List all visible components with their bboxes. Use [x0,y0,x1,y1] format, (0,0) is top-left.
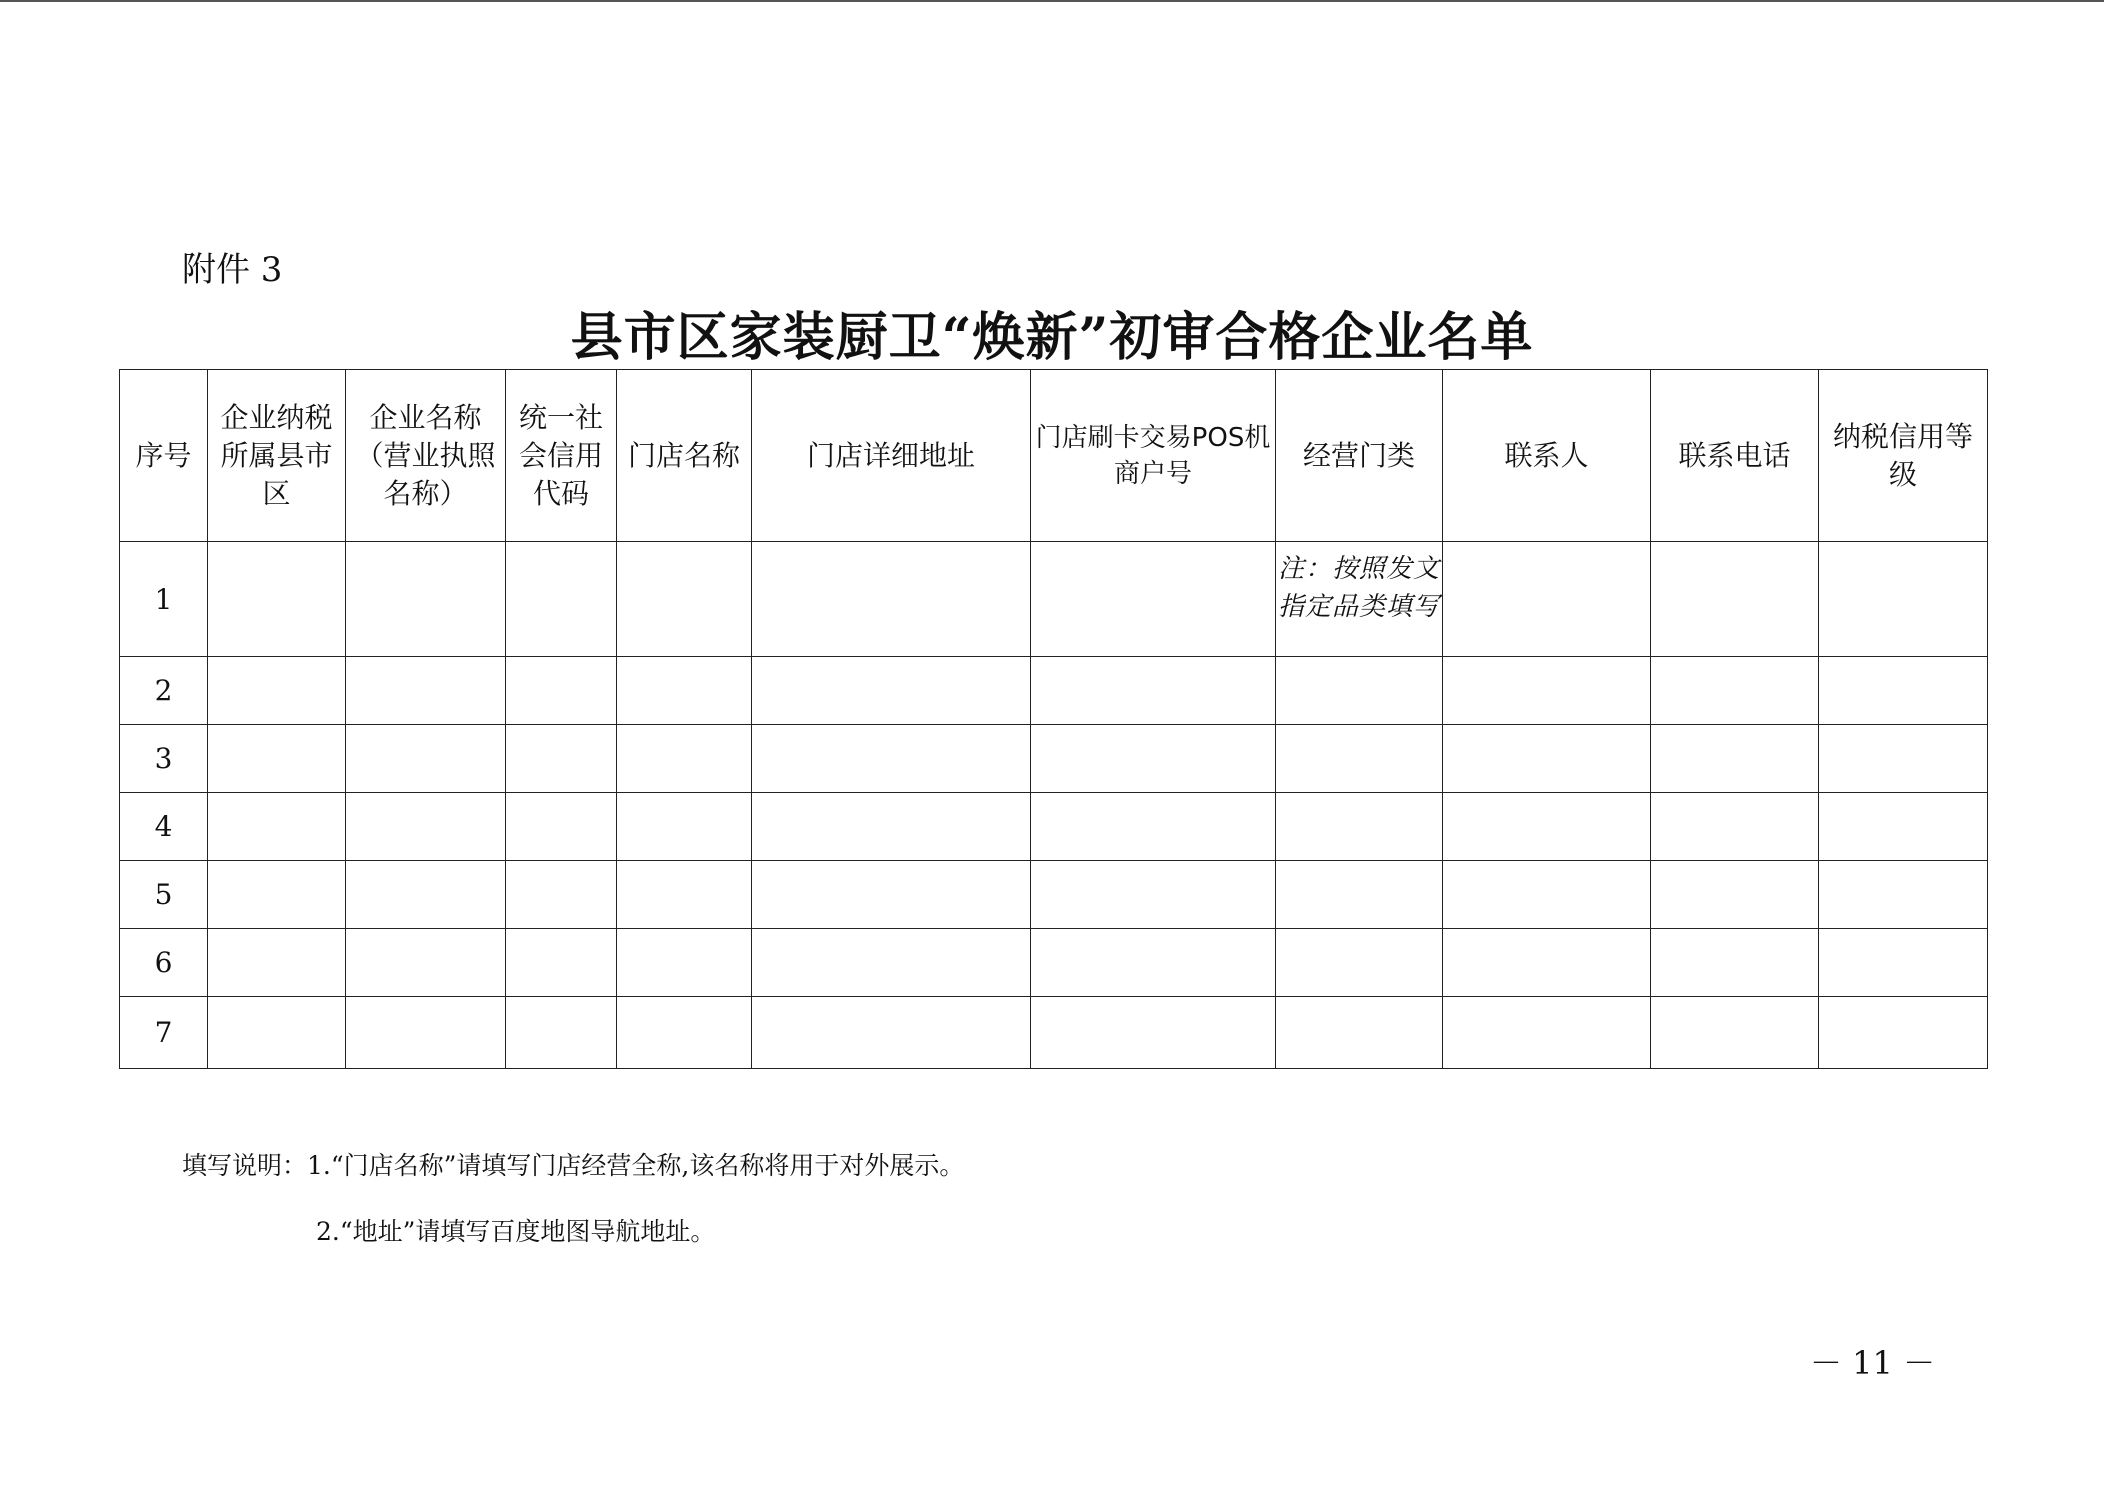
header-credit-code: 统一社会信用代码 [506,370,617,542]
cell-company-name[interactable] [346,725,506,793]
cell-tax-credit-level[interactable] [1819,542,1988,657]
filling-instructions [182,1146,965,1246]
cell-credit-code[interactable] [506,657,617,725]
row-index: 6 [120,929,208,997]
cell-store-address[interactable] [752,725,1031,793]
cell-credit-code[interactable] [506,861,617,929]
cell-company-name[interactable] [346,929,506,997]
header-pos-merchant-number: 门店刷卡交易POS机商户号 [1031,370,1276,542]
cell-contact-person[interactable] [1443,929,1651,997]
cell-tax-district[interactable] [208,542,346,657]
row-index: 4 [120,793,208,861]
cell-business-category[interactable] [1276,725,1443,793]
cell-business-category[interactable] [1276,997,1443,1069]
cell-contact-phone[interactable] [1651,725,1819,793]
cell-contact-person[interactable] [1443,793,1651,861]
cell-tax-district[interactable] [208,861,346,929]
instruction-item-1: 1.“门店名称”请填写门店经营全称,该名称将用于对外展示。 [307,1151,965,1180]
cell-store-address[interactable] [752,861,1031,929]
cell-store-name[interactable] [617,542,752,657]
table-row [120,657,1988,725]
header-business-category: 经营门类 [1276,370,1443,542]
cell-contact-person[interactable] [1443,861,1651,929]
top-border-line [0,0,2104,2]
header-store-address: 门店详细地址 [752,370,1031,542]
cell-store-address[interactable] [752,542,1031,657]
cell-business-category[interactable] [1276,542,1443,657]
cell-store-address[interactable] [752,929,1031,997]
table-row [120,861,1988,929]
cell-contact-phone[interactable] [1651,542,1819,657]
cell-company-name[interactable] [346,997,506,1069]
document-title: 县市区家装厨卫“焕新”初审合格企业名单 [570,307,1534,368]
row-index: 3 [120,725,208,793]
cell-store-address[interactable] [752,793,1031,861]
cell-business-category[interactable] [1276,657,1443,725]
header-company-name: 企业名称（营业执照名称） [346,370,506,542]
cell-tax-credit-level[interactable] [1819,929,1988,997]
header-store-name: 门店名称 [617,370,752,542]
header-index: 序号 [120,370,208,542]
row-index: 5 [120,861,208,929]
cell-contact-phone[interactable] [1651,793,1819,861]
cell-company-name[interactable] [346,861,506,929]
cell-store-name[interactable] [617,657,752,725]
cell-store-name[interactable] [617,725,752,793]
instruction-line-1 [182,1146,964,1186]
cell-company-name[interactable] [346,793,506,861]
row-index: 2 [120,657,208,725]
cell-pos-merchant-number[interactable] [1031,542,1276,657]
cell-business-category[interactable] [1276,861,1443,929]
cell-pos-merchant-number[interactable] [1031,657,1276,725]
cell-credit-code[interactable] [506,725,617,793]
category-note: 注：按照发文指定品类填写 [1278,554,1441,622]
attachment-label: 附件 3 [182,250,283,290]
cell-contact-person[interactable] [1443,657,1651,725]
cell-company-name[interactable] [346,657,506,725]
cell-tax-district[interactable] [208,997,346,1069]
cell-store-address[interactable] [752,657,1031,725]
cell-tax-district[interactable] [208,793,346,861]
cell-contact-person[interactable] [1443,542,1651,657]
cell-store-name[interactable] [617,861,752,929]
page-number: － 11 － [1810,1344,1936,1382]
cell-tax-district[interactable] [208,657,346,725]
cell-contact-person[interactable] [1443,997,1651,1069]
cell-store-address[interactable] [752,997,1031,1069]
cell-contact-phone[interactable] [1651,657,1819,725]
instructions-label: 填写说明： [182,1151,308,1180]
table-row [120,542,1988,657]
cell-tax-credit-level[interactable] [1819,997,1988,1069]
cell-pos-merchant-number[interactable] [1031,725,1276,793]
cell-business-category[interactable] [1276,793,1443,861]
cell-contact-person[interactable] [1443,725,1651,793]
table-header-row [120,370,1988,542]
cell-business-category[interactable] [1276,929,1443,997]
cell-tax-credit-level[interactable] [1819,657,1988,725]
instruction-item-2: 2.“地址”请填写百度地图导航地址。 [316,1217,716,1246]
header-tax-credit-level: 纳税信用等级 [1819,370,1988,542]
cell-credit-code[interactable] [506,542,617,657]
cell-contact-phone[interactable] [1651,861,1819,929]
cell-contact-phone[interactable] [1651,997,1819,1069]
cell-company-name[interactable] [346,542,506,657]
cell-credit-code[interactable] [506,793,617,861]
row-index: 7 [120,997,208,1069]
cell-tax-credit-level[interactable] [1819,725,1988,793]
cell-tax-credit-level[interactable] [1819,793,1988,861]
cell-tax-credit-level[interactable] [1819,861,1988,929]
cell-credit-code[interactable] [506,929,617,997]
cell-pos-merchant-number[interactable] [1031,793,1276,861]
header-contact-phone: 联系电话 [1651,370,1819,542]
table-row [120,725,1988,793]
cell-tax-district[interactable] [208,929,346,997]
table-row [120,929,1988,997]
cell-store-name[interactable] [617,997,752,1069]
cell-pos-merchant-number[interactable] [1031,929,1276,997]
enterprise-list-table [119,369,1988,1069]
cell-pos-merchant-number[interactable] [1031,997,1276,1069]
cell-store-name[interactable] [617,793,752,861]
cell-store-name[interactable] [617,929,752,997]
header-tax-district: 企业纳税所属县市区 [208,370,346,542]
table-row [120,793,1988,861]
cell-tax-district[interactable] [208,725,346,793]
header-contact-person: 联系人 [1443,370,1651,542]
cell-contact-phone[interactable] [1651,929,1819,997]
cell-credit-code[interactable] [506,997,617,1069]
row-index: 1 [120,542,208,657]
cell-pos-merchant-number[interactable] [1031,861,1276,929]
table-row [120,997,1988,1069]
